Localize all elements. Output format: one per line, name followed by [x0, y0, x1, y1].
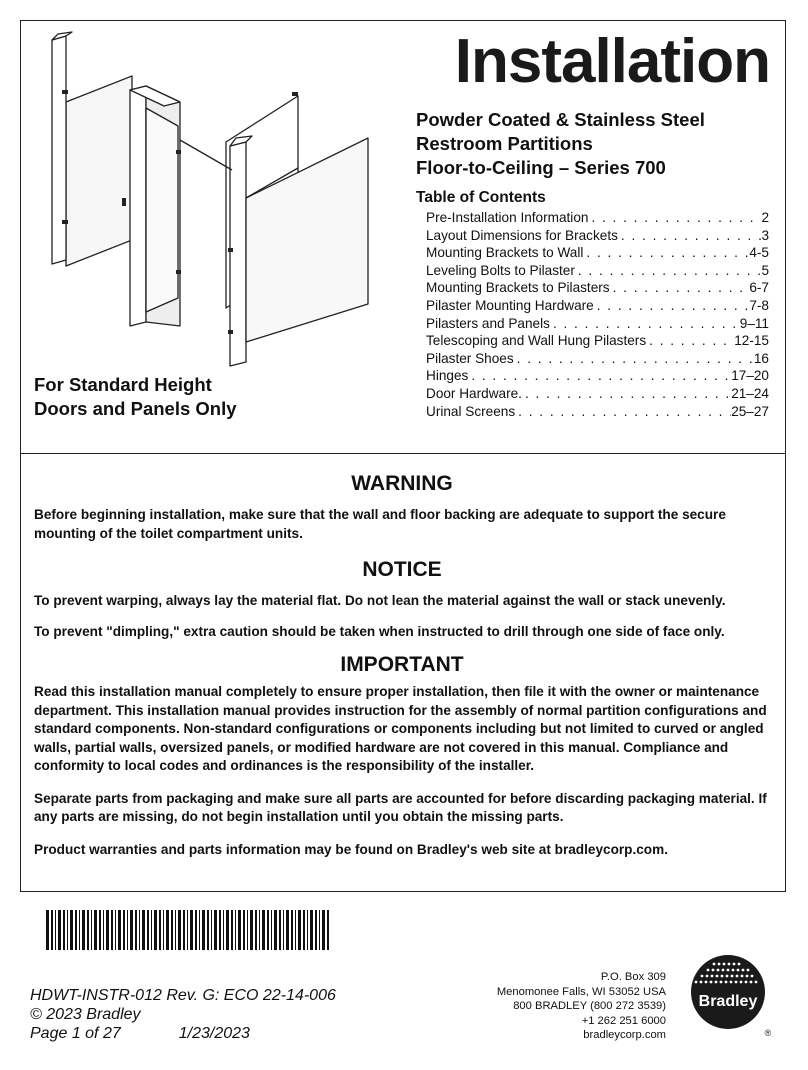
barcode-bar	[238, 910, 241, 950]
toc-entry-page: 6-7	[749, 280, 769, 296]
barcode-bar	[163, 910, 164, 950]
barcode-bar	[118, 910, 121, 950]
barcode-bar	[307, 910, 308, 950]
logo-dot	[701, 975, 704, 978]
barcode-bar	[75, 910, 77, 950]
barcode-bar	[315, 910, 317, 950]
barcode-bar	[274, 910, 277, 950]
important-text: Product warranties and parts information may be found on Bradley's web site at bradleycorp.com.	[34, 841, 668, 857]
subtitle-line: Floor-to-Ceiling – Series 700	[416, 157, 666, 178]
barcode-bar	[202, 910, 205, 950]
logo-dot	[731, 975, 734, 978]
document-info	[30, 986, 336, 1043]
barcode-bar	[147, 910, 149, 950]
barcode-bar	[303, 910, 305, 950]
toc-entry-label: Leveling Bolts to Pilaster	[426, 262, 575, 278]
logo-dot	[740, 981, 743, 984]
toc-entry-page: 4-5	[749, 245, 769, 261]
notice-section	[34, 558, 770, 641]
logo-dot	[712, 969, 715, 972]
bradley-logo	[690, 952, 778, 1040]
address-line: bradleycorp.com	[583, 1029, 666, 1042]
toc-entry	[426, 367, 769, 385]
barcode-bar	[87, 910, 89, 950]
barcode-bar	[46, 910, 49, 950]
barcode-bar	[187, 910, 188, 950]
toc-entry-label: Pilaster Mounting Hardware	[426, 297, 594, 313]
barcode-bar	[142, 910, 145, 950]
logo-dot	[725, 981, 728, 984]
toc-entry	[426, 297, 769, 315]
barcode-bar	[171, 910, 173, 950]
barcode-bar	[262, 910, 265, 950]
barcode-bar	[82, 910, 85, 950]
logo-dot	[695, 981, 698, 984]
barcode-bar	[247, 910, 248, 950]
logo-dot	[735, 981, 738, 984]
logo-dot	[736, 975, 739, 978]
warning-heading: WARNING	[351, 472, 453, 495]
barcode-bar	[195, 910, 197, 950]
logo-dot	[705, 981, 708, 984]
toc-entry	[426, 332, 769, 350]
barcode-bar	[70, 910, 73, 950]
toc-entry	[426, 350, 769, 368]
toc-leader-dots	[468, 367, 731, 385]
barcode-bar	[175, 910, 176, 950]
toc-heading: Table of Contents	[416, 189, 546, 206]
logo-dot	[732, 969, 735, 972]
partition-illustration	[40, 30, 380, 370]
table-of-contents	[426, 209, 769, 420]
address-line: 800 BRADLEY (800 272 3539)	[513, 1000, 666, 1013]
barcode-bar	[111, 910, 113, 950]
logo-dot	[733, 963, 736, 966]
logo-dot	[715, 981, 718, 984]
toc-entry-page: 2	[761, 210, 769, 225]
barcode-bar	[322, 910, 325, 950]
toc-entry-label: Mounting Brackets to Wall	[426, 245, 584, 261]
barcode-bar	[123, 910, 125, 950]
toc-leader-dots	[583, 244, 749, 262]
barcode-bar	[135, 910, 137, 950]
logo-dot	[728, 963, 731, 966]
toc-entry-label: Pre-Installation Information	[426, 210, 589, 225]
toc-entry-page: 25–27	[731, 403, 769, 419]
logo-dot	[755, 981, 758, 984]
barcode-bar	[67, 910, 68, 950]
logo-dot	[723, 963, 726, 966]
toc-entry-page: 17–20	[731, 368, 769, 384]
barcode-bar	[295, 910, 296, 950]
warning-text: Before beginning installation, make sure that the wall and floor backing are adequate to support the secure mounting of the toilet compartment units.	[34, 507, 726, 541]
toc-entry-label: Door Hardware.	[426, 385, 522, 401]
logo-dot	[747, 969, 750, 972]
toc-entry-label: Urinal Screens	[426, 403, 516, 419]
toc-entry-page: 7-8	[749, 297, 769, 313]
toc-entry-label: Telescoping and Wall Hung Pilasters	[426, 333, 647, 349]
toc-leader-dots	[514, 350, 754, 368]
barcode-bar	[63, 910, 65, 950]
logo-dot	[741, 975, 744, 978]
toc-entry	[426, 279, 769, 297]
logo-dot	[742, 969, 745, 972]
toc-entry	[426, 315, 769, 333]
barcode-bar	[255, 910, 257, 950]
barcode-bar	[226, 910, 229, 950]
barcode	[46, 910, 332, 950]
barcode-bar	[327, 910, 329, 950]
toc-leader-dots	[618, 227, 762, 245]
barcode-bar	[231, 910, 233, 950]
toc-entry	[426, 209, 769, 227]
important-section	[34, 653, 770, 859]
toc-leader-dots	[550, 315, 740, 333]
logo-dot	[727, 969, 730, 972]
logo-dot	[745, 981, 748, 984]
subtitle-line: Restroom Partitions	[416, 133, 593, 154]
toc-leader-dots	[610, 279, 750, 297]
barcode-bar	[106, 910, 109, 950]
copyright: © 2023 Bradley	[30, 1006, 141, 1023]
page-title: Installation	[454, 27, 770, 96]
notice-text: To prevent "dimpling," extra caution should be taken when instructed to drill through one side of face only.	[34, 623, 725, 639]
barcode-bar	[154, 910, 157, 950]
barcode-bar	[250, 910, 253, 950]
barcode-bar	[199, 910, 200, 950]
warning-section	[34, 472, 770, 543]
barcode-bar	[291, 910, 293, 950]
toc-entry	[426, 227, 769, 245]
section-divider	[20, 453, 786, 454]
barcode-bar	[243, 910, 245, 950]
barcode-bar	[235, 910, 236, 950]
toc-leader-dots	[646, 332, 734, 350]
address-line: P.O. Box 309	[600, 971, 666, 983]
barcode-bar	[58, 910, 61, 950]
toc-leader-dots	[588, 209, 761, 227]
barcode-bar	[190, 910, 193, 950]
logo-dot	[710, 981, 713, 984]
barcode-bar	[130, 910, 133, 950]
toc-entry	[426, 403, 769, 421]
barcode-bar	[267, 910, 269, 950]
logo-dot	[737, 969, 740, 972]
company-address	[497, 970, 666, 1043]
logo-wordmark: Bradley	[698, 993, 758, 1010]
barcode-bar	[310, 910, 313, 950]
notice-text: To prevent warping, always lay the material flat. Do not lean the material against the wall or stack unevenly.	[34, 593, 726, 608]
logo-dot	[730, 981, 733, 984]
barcode-bar	[139, 910, 140, 950]
barcode-bar	[115, 910, 116, 950]
barcode-bar	[151, 910, 152, 950]
barcode-bar	[159, 910, 161, 950]
logo-dot	[750, 981, 753, 984]
logo-dot	[738, 963, 741, 966]
logo-dot	[722, 969, 725, 972]
page-number: Page 1 of 27	[30, 1025, 121, 1042]
address-line: Menomonee Falls, WI 53052 USA	[496, 985, 666, 998]
barcode-bar	[279, 910, 281, 950]
barcode-bar	[298, 910, 301, 950]
barcode-bar	[51, 910, 53, 950]
toc-entry-label: Layout Dimensions for Brackets	[426, 227, 618, 243]
subtitle-line: Powder Coated & Stainless Steel	[416, 109, 705, 130]
barcode-bar	[103, 910, 104, 950]
barcode-bar	[319, 910, 320, 950]
barcode-bar	[127, 910, 128, 950]
notice-heading: NOTICE	[362, 558, 442, 581]
registered-mark: ®	[764, 1028, 772, 1038]
logo-dot	[746, 975, 749, 978]
note-line: For Standard Height	[34, 374, 212, 395]
logo-dot	[707, 969, 710, 972]
barcode-bar	[283, 910, 284, 950]
barcode-bar	[79, 910, 80, 950]
toc-entry-page: 5	[761, 262, 769, 278]
doc-number: HDWT-INSTR-012 Rev. G: ECO 22-14-006	[30, 987, 336, 1004]
barcode-bar	[91, 910, 92, 950]
toc-entry	[426, 262, 769, 280]
logo-dot	[711, 975, 714, 978]
barcode-bar	[214, 910, 217, 950]
logo-dot	[706, 975, 709, 978]
note-line: Doors and Panels Only	[34, 398, 237, 419]
important-text: Separate parts from packaging and make sure all parts are accounted for before discarding packaging material. If any parts are missing, do not begin installation until you obtain the missing parts.	[34, 790, 767, 824]
logo-dot	[716, 975, 719, 978]
toc-entry-label: Hinges	[426, 368, 469, 384]
barcode-bar	[178, 910, 181, 950]
barcode-bar	[259, 910, 260, 950]
toc-entry-page: 21–24	[731, 385, 769, 401]
important-text: Read this installation manual completely to ensure proper installation, then file it with the owner or maintenance department. This installation manual provides instruction for the assembly of normal partition configurations and standard components. Non-standard configurations or components including but not limited to curved or angled walls, partial walls, oversized panels, or modified hardware are not covered in this manual. Compliance and conformity to local codes and ordinances is the responsibility of the installer.	[34, 684, 767, 773]
barcode-bar	[99, 910, 101, 950]
barcode-bar	[183, 910, 185, 950]
toc-entry-label: Pilaster Shoes	[426, 350, 514, 366]
toc-leader-dots	[522, 385, 731, 403]
doc-date: 1/23/2023	[178, 1025, 250, 1042]
toc-leader-dots	[575, 262, 762, 280]
barcode-bar	[94, 910, 97, 950]
toc-entry-page: 3	[761, 227, 769, 243]
barcode-bar	[55, 910, 56, 950]
logo-dot	[720, 981, 723, 984]
logo-dot	[700, 981, 703, 984]
important-heading: IMPORTANT	[340, 653, 464, 676]
toc-entry-label: Pilasters and Panels	[426, 315, 550, 331]
logo-dot	[717, 969, 720, 972]
barcode-bar	[211, 910, 212, 950]
toc-leader-dots	[594, 297, 750, 315]
logo-dot	[726, 975, 729, 978]
logo-dot	[713, 963, 716, 966]
barcode-bar	[223, 910, 224, 950]
barcode-bar	[207, 910, 209, 950]
toc-entry-label: Mounting Brackets to Pilasters	[426, 280, 610, 296]
toc-entry-page: 12-15	[734, 333, 769, 349]
toc-entry	[426, 385, 769, 403]
logo-dot	[721, 975, 724, 978]
product-subtitle	[416, 108, 776, 180]
barcode-bar	[219, 910, 221, 950]
toc-leader-dots	[515, 403, 731, 421]
barcode-bar	[166, 910, 169, 950]
barcode-bar	[271, 910, 272, 950]
address-line: +1 262 251 6000	[581, 1014, 666, 1027]
toc-entry-page: 9–11	[739, 315, 769, 331]
standard-height-note	[34, 373, 237, 421]
logo-dot	[718, 963, 721, 966]
toc-entry-page: 16	[753, 350, 769, 366]
toc-entry	[426, 244, 769, 262]
logo-dot	[751, 975, 754, 978]
barcode-bar	[286, 910, 289, 950]
